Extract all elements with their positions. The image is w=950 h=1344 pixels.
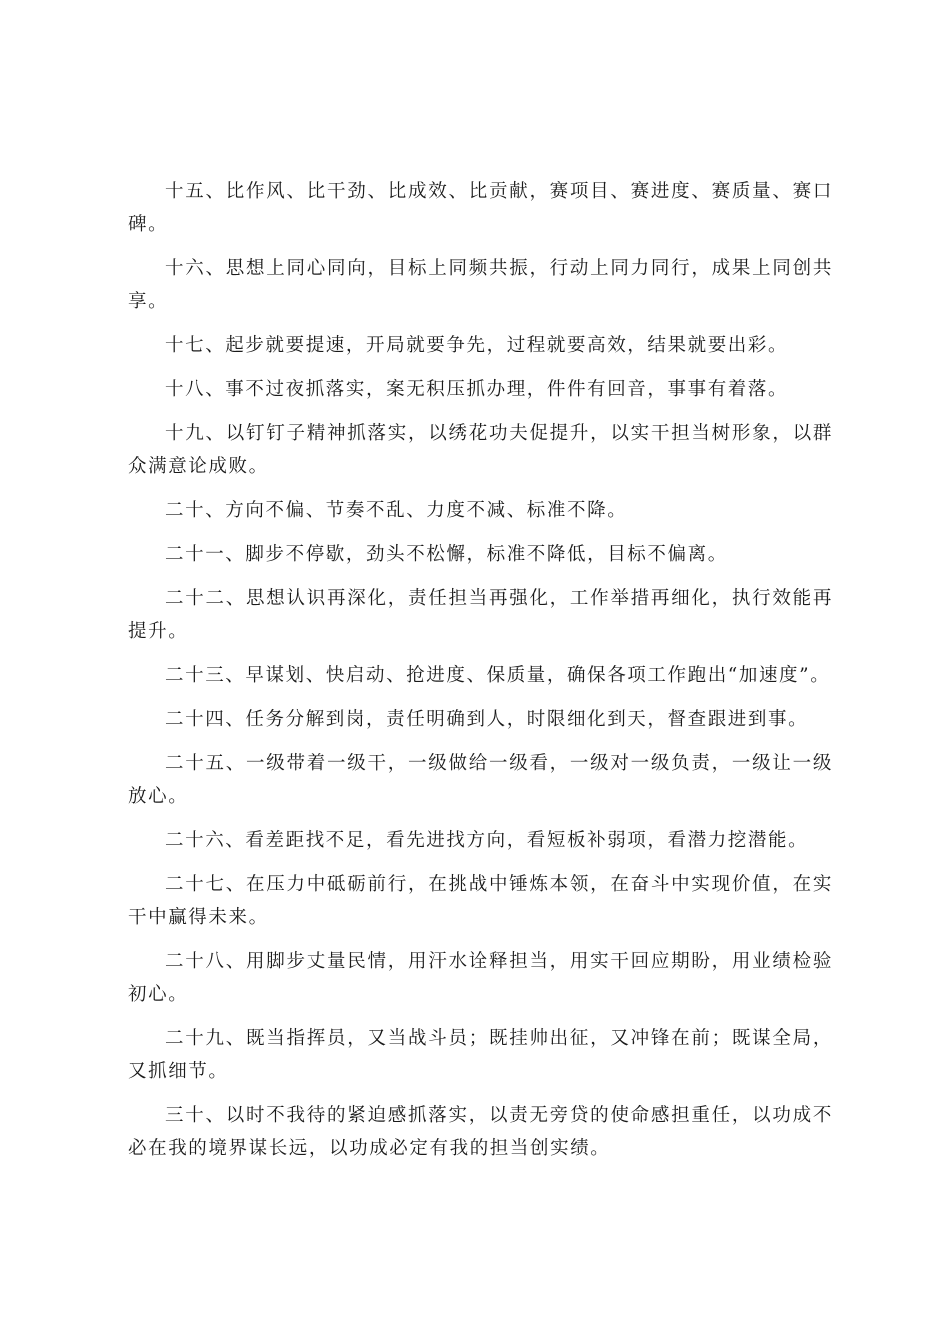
- paragraph-17: 十七、起步就要提速，开局就要争先，过程就要高效，结果就要出彩。: [165, 335, 789, 356]
- paragraph-22: 二十二、思想认识再深化，责任担当再强化，工作举措再细化，执行效能再提升。: [128, 588, 833, 642]
- paragraph-28: 二十八、用脚步丈量民情，用汗水诠释担当，用实干回应期盼，用业绩检验初心。: [128, 951, 833, 1005]
- paragraph-25: 二十五、一级带着一级干，一级做给一级看，一级对一级负责，一级让一级放心。: [128, 753, 833, 807]
- paragraph-27: 二十七、在压力中砥砺前行，在挑战中锤炼本领，在奋斗中实现价值，在实干中赢得未来。: [128, 874, 833, 928]
- paragraph-21: 二十一、脚步不停歇，劲头不松懈，标准不降低，目标不偏离。: [165, 544, 728, 565]
- paragraph-26: 二十六、看差距找不足，看先进找方向，看短板补弱项，看潜力挖潜能。: [165, 830, 809, 851]
- document-body: [128, 175, 833, 1176]
- paragraph-18: 十八、事不过夜抓落实，案无积压抓办理，件件有回音，事事有着落。: [165, 379, 789, 400]
- paragraph-23: 二十三、早谋划、快启动、抢进度、保质量，确保各项工作跑出“加速度”。: [165, 665, 831, 686]
- paragraph-16: 十六、思想上同心同向，目标上同频共振，行动上同力同行，成果上同创共享。: [128, 258, 833, 312]
- paragraph-19: 十九、以钉钉子精神抓落实，以绣花功夫促提升，以实干担当树形象，以群众满意论成败。: [128, 423, 833, 477]
- paragraph-24: 二十四、任务分解到岗，责任明确到人，时限细化到天，督查跟进到事。: [165, 709, 809, 730]
- paragraph-15: 十五、比作风、比干劲、比成效、比贡献，赛项目、赛进度、赛质量、赛口碑。: [128, 181, 833, 235]
- paragraph-30: 三十、以时不我待的紧迫感抓落实，以责无旁贷的使命感担重任，以功成不必在我的境界谋长远，以功成必定有我的担当创实绩。: [128, 1105, 833, 1159]
- paragraph-20: 二十、方向不偏、节奏不乱、力度不减、标准不降。: [165, 500, 628, 521]
- paragraph-29: 二十九、既当指挥员，又当战斗员；既挂帅出征，又冲锋在前；既谋全局，又抓细节。: [128, 1028, 833, 1082]
